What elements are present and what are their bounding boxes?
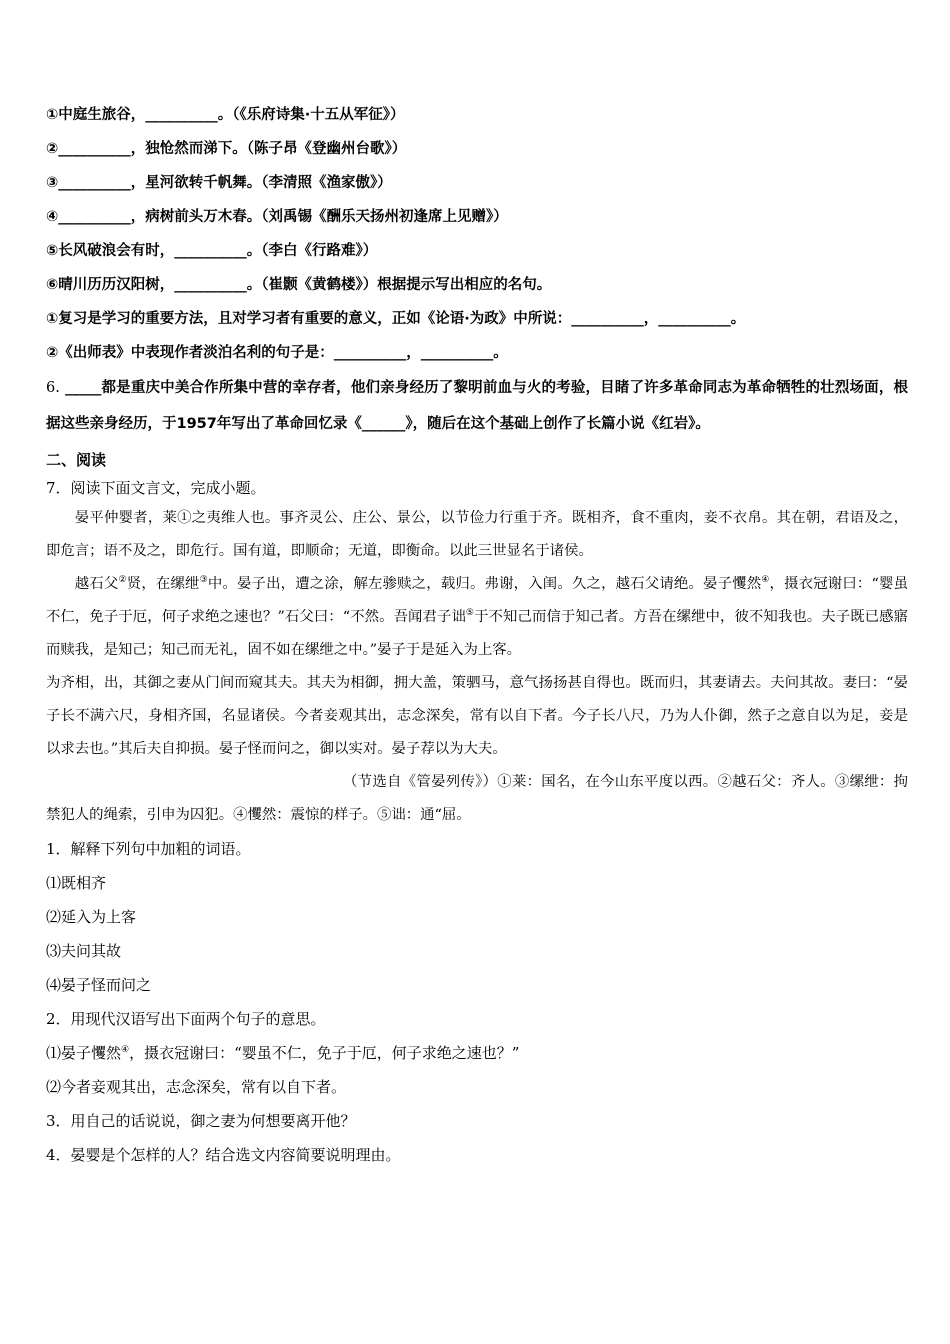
sub-question-2-item: ⑵今者妾观其出，志念深矣，常有以自下者。 bbox=[46, 1078, 347, 1096]
fill-in-item-4: ④__________，病树前头万木春。（刘禹锡《酬乐天扬州初逢席上见赠》） bbox=[46, 209, 508, 225]
footnote-marker: ③ bbox=[199, 575, 208, 585]
sub-question-1-item: ⑶夫问其故 bbox=[46, 942, 122, 960]
fill-in-item-7: ①复习是学习的重要方法，且对学习者有重要的意义，正如《论语·为政》中所说：__________，__________。 bbox=[46, 311, 746, 327]
sub-question-3: 3．用自己的话说说，御之妻为何想要离开他？ bbox=[46, 1112, 356, 1130]
sub-question-1-item: ⑷晏子怪而问之 bbox=[46, 976, 152, 994]
footnote-marker: ④ bbox=[761, 575, 770, 585]
sub-question-1: 1．解释下列句中加粗的词语。 bbox=[46, 840, 251, 858]
footnote-marker: ② bbox=[118, 575, 127, 585]
passage-paragraph-2: 越石父②贤，在缧绁③中。晏子出，遭之涂，解左骖赎之，载归。弗谢，入闺。久之，越石父请绝。晏子戄然④，摄衣冠谢曰：“婴虽不仁，免子于厄，何子求绝之速也？”石父曰：“不然。吾闻君子诎⑤于不知己而信于知己者。方吾在缧绁中，彼不知我也。夫子既已感寤而赎我，是知己；知己而无礼，固不如在缧绁之中。”晏子于是延入为上客。 bbox=[46, 575, 908, 658]
passage-paragraph-3: 为齐相，出，其御之妻从门间而窥其夫。其夫为相御，拥大盖，策驷马，意气扬扬甚自得也。既而归，其妻请去。夫问其故。妻曰：“晏子长不满六尺，身相齐国，名显诸侯。今者妾观其出，志念深矣，常有以自下者。今子长八尺，乃为人仆御，然子之意自以为足，妾是以求去也。”其后夫自抑损。晏子怪而问之，御以实对。晏子荐以为大夫。 bbox=[46, 675, 908, 757]
footnote-marker: ⑤ bbox=[465, 608, 475, 618]
sub-question-2: 2．用现代汉语写出下面两个句子的意思。 bbox=[46, 1010, 326, 1028]
fill-in-item-6: ⑥晴川历历汉阳树，__________。（崔颢《黄鹤楼》）根据提示写出相应的名句。 bbox=[46, 277, 552, 293]
fill-in-item-8: ②《出师表》中表现作者淡泊名利的句子是：__________，__________。 bbox=[46, 345, 508, 361]
sub-question-4: 4．晏婴是个怎样的人？结合选文内容简要说明理由。 bbox=[46, 1146, 401, 1164]
passage-source-notes: （节选自《管晏列传》）①莱：国名，在今山东平度以西。②越石父：齐人。③缧绁：拘禁犯人的绳索，引申为囚犯。④戄然：震惊的样子。⑤诎：通“屈。 bbox=[46, 774, 908, 823]
fill-in-item-2: ②__________，独怆然而涕下。（陈子昂《登幽州台歌》） bbox=[46, 141, 407, 157]
section-title: 二、阅读 bbox=[46, 451, 107, 469]
question-6 bbox=[46, 370, 908, 442]
fill-in-item-3: ③__________，星河欲转千帆舞。（李清照《渔家傲》） bbox=[46, 175, 392, 191]
footnote-marker: ④ bbox=[121, 1045, 130, 1055]
sub-question-2-item: ⑴晏子戄然④，摄衣冠谢曰：“婴虽不仁，免子于厄，何子求绝之速也？” bbox=[46, 1044, 520, 1062]
passage-paragraph-1: 晏平仲婴者，莱①之夷维人也。事齐灵公、庄公、景公，以节俭力行重于齐。既相齐，食不重肉，妾不衣帛。其在朝，君语及之，即危言；语不及之，即危行。国有道，即顺命；无道，即衡命。以此三世显名于诸侯。 bbox=[46, 510, 908, 559]
fill-in-item-5: ⑤长风破浪会有时，__________。（李白《行路难》） bbox=[46, 243, 378, 259]
question-6-number: 6. bbox=[46, 380, 60, 396]
question-7-intro: 7．阅读下面文言文，完成小题。 bbox=[46, 479, 266, 497]
exam-page bbox=[46, 98, 908, 1172]
fill-in-item-1: ①中庭生旅谷，__________。（《乐府诗集·十五从军征》） bbox=[46, 107, 405, 123]
question-6-text: _____都是重庆中美合作所集中营的幸存者，他们亲身经历了黎明前血与火的考验，目睹了许多革命同志为革命牺牲的壮烈场面，根据这些亲身经历，于1957年写出了革命回忆录《______》，随后在这个基础上创作了长篇小说《红岩》。 bbox=[46, 380, 908, 432]
sub-question-1-item: ⑵延入为上客 bbox=[46, 908, 137, 926]
sub-question-1-item: ⑴既相齐 bbox=[46, 874, 107, 892]
